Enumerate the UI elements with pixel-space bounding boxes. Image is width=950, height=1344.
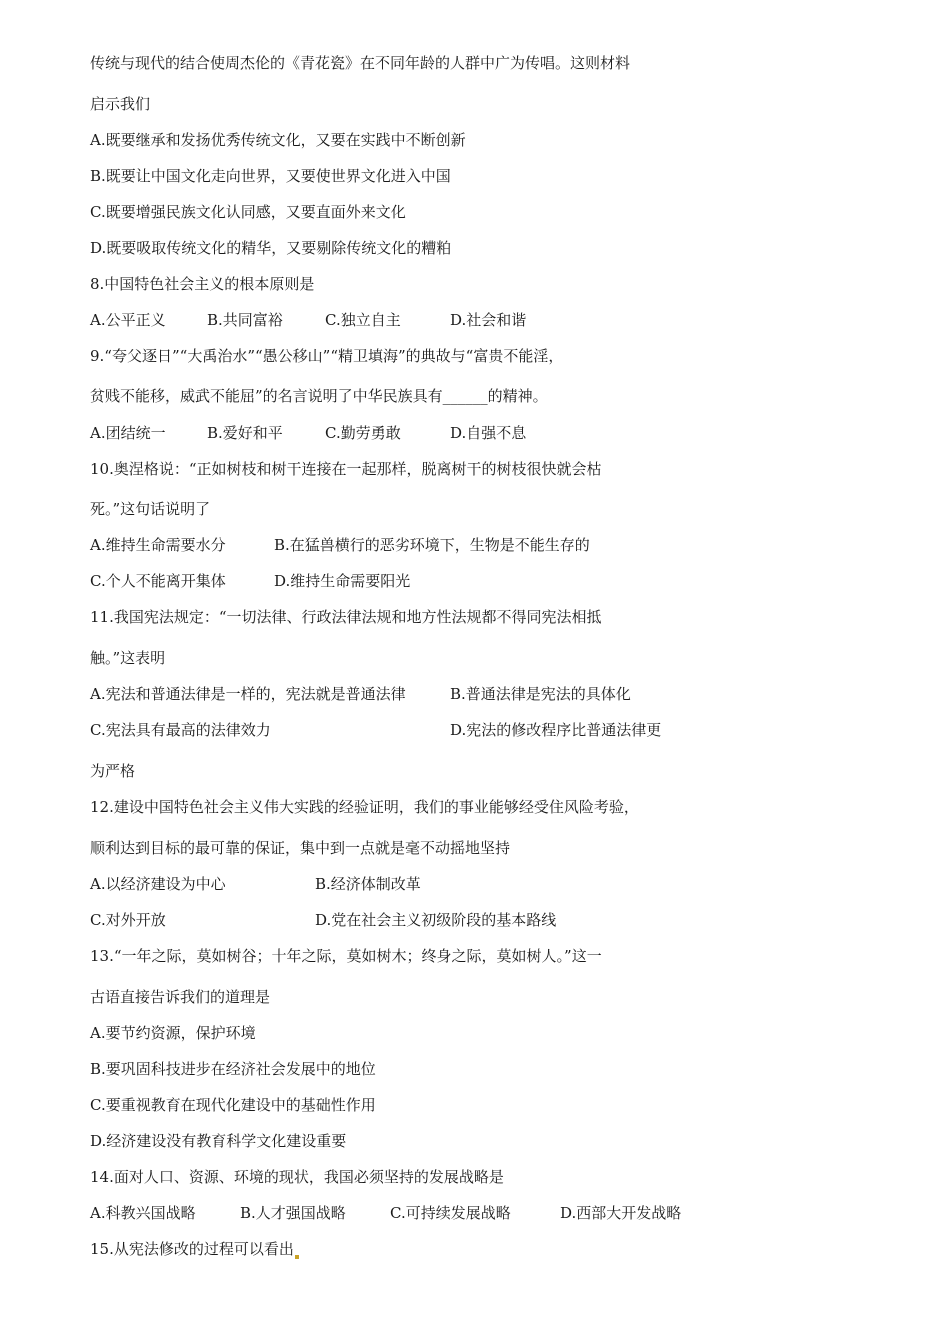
q12-option-a: A.以经济建设为中心 bbox=[90, 875, 226, 893]
q15-stem: 15.从宪法修改的过程可以看出 bbox=[90, 1240, 294, 1258]
q9-option-c: C.勤劳勇敢 bbox=[325, 424, 401, 442]
q10-stem-line1: 10.奥涅格说：“正如树枝和树干连接在一起那样，脱离树干的树枝很快就会枯 bbox=[90, 460, 602, 478]
q11-option-d-tail: 为严格 bbox=[90, 762, 136, 780]
q8-option-d: D.社会和谐 bbox=[450, 311, 527, 329]
q14-option-a: A.科教兴国战略 bbox=[90, 1204, 196, 1222]
q8-option-c: C.独立自主 bbox=[325, 311, 401, 329]
q7-stem-line2: 启示我们 bbox=[90, 95, 151, 113]
q8-option-a: A.公平正义 bbox=[90, 311, 166, 329]
q14-stem: 14.面对人口、资源、环境的现状，我国必须坚持的发展战略是 bbox=[90, 1168, 504, 1186]
q10-option-d: D.维持生命需要阳光 bbox=[274, 572, 411, 590]
q15-stem-line bbox=[90, 1239, 299, 1259]
q9-stem-line2: 贫贱不能移，威武不能屈”的名言说明了中华民族具有______的精神。 bbox=[90, 387, 548, 405]
q7-option-a: A.既要继承和发扬优秀传统文化，又要在实践中不断创新 bbox=[90, 131, 466, 149]
q8-option-b: B.共同富裕 bbox=[207, 311, 283, 329]
q10-option-c: C.个人不能离开集体 bbox=[90, 572, 226, 590]
q11-stem-line2: 触。”这表明 bbox=[90, 649, 166, 667]
marker-dot bbox=[295, 1255, 299, 1259]
q12-stem-line2: 顺利达到目标的最可靠的保证，集中到一点就是毫不动摇地坚持 bbox=[90, 839, 511, 857]
q9-option-b: B.爱好和平 bbox=[207, 424, 283, 442]
q7-option-d: D.既要吸取传统文化的精华，又要剔除传统文化的糟粕 bbox=[90, 239, 452, 257]
q13-option-d: D.经济建设没有教育科学文化建设重要 bbox=[90, 1132, 347, 1150]
q11-option-d: D.宪法的修改程序比普通法律更 bbox=[450, 721, 662, 739]
q14-option-d: D.西部大开发战略 bbox=[560, 1204, 682, 1222]
q9-option-d: D.自强不息 bbox=[450, 424, 527, 442]
q9-option-a: A.团结统一 bbox=[90, 424, 166, 442]
q9-stem-line1: 9.“夸父逐日”“大禹治水”“愚公移山”“精卫填海”的典故与“富贵不能淫， bbox=[90, 347, 564, 365]
q7-stem-line1: 传统与现代的结合使周杰伦的《青花瓷》在不同年龄的人群中广为传唱。这则材料 bbox=[90, 54, 631, 72]
q11-option-c: C.宪法具有最高的法律效力 bbox=[90, 721, 271, 739]
q7-option-c: C.既要增强民族文化认同感，又要直面外来文化 bbox=[90, 203, 406, 221]
q7-option-b: B.既要让中国文化走向世界，又要使世界文化进入中国 bbox=[90, 167, 451, 185]
q14-option-b: B.人才强国战略 bbox=[240, 1204, 346, 1222]
q11-option-a: A.宪法和普通法律是一样的，宪法就是普通法律 bbox=[90, 685, 406, 703]
q11-stem-line1 bbox=[90, 607, 602, 627]
q10-option-b: B.在猛兽横行的恶劣环境下，生物是不能生存的 bbox=[274, 536, 590, 554]
q10-stem-line2: 死。”这句话说明了 bbox=[90, 500, 211, 518]
q10-option-a: A.维持生命需要水分 bbox=[90, 536, 226, 554]
q13-stem-line1: 13.“一年之际，莫如树谷；十年之际，莫如树木；终身之际，莫如树人。”这一 bbox=[90, 947, 602, 965]
q12-option-d: D.党在社会主义初级阶段的基本路线 bbox=[315, 911, 557, 929]
q12-option-c: C.对外开放 bbox=[90, 911, 166, 929]
q11-option-b: B.普通法律是宪法的具体化 bbox=[450, 685, 631, 703]
q12-option-b: B.经济体制改革 bbox=[315, 875, 421, 893]
q14-option-c: C.可持续发展战略 bbox=[390, 1204, 511, 1222]
q13-stem-line2: 古语直接告诉我们的道理是 bbox=[90, 988, 271, 1006]
q13-option-a: A.要节约资源，保护环境 bbox=[90, 1024, 256, 1042]
q8-stem: 8.中国特色社会主义的根本原则是 bbox=[90, 275, 315, 293]
q13-option-c: C.要重视教育在现代化建设中的基础性作用 bbox=[90, 1096, 376, 1114]
q12-stem-line1: 12.建设中国特色社会主义伟大实践的经验证明，我们的事业能够经受住风险考验， bbox=[90, 798, 639, 816]
q11-stem-text: 11.我国宪法规定：“一切法律、行政法律法规和地方性法规都不得同宪法相抵 bbox=[90, 608, 602, 626]
q13-option-b: B.要巩固科技进步在经济社会发展中的地位 bbox=[90, 1060, 376, 1078]
